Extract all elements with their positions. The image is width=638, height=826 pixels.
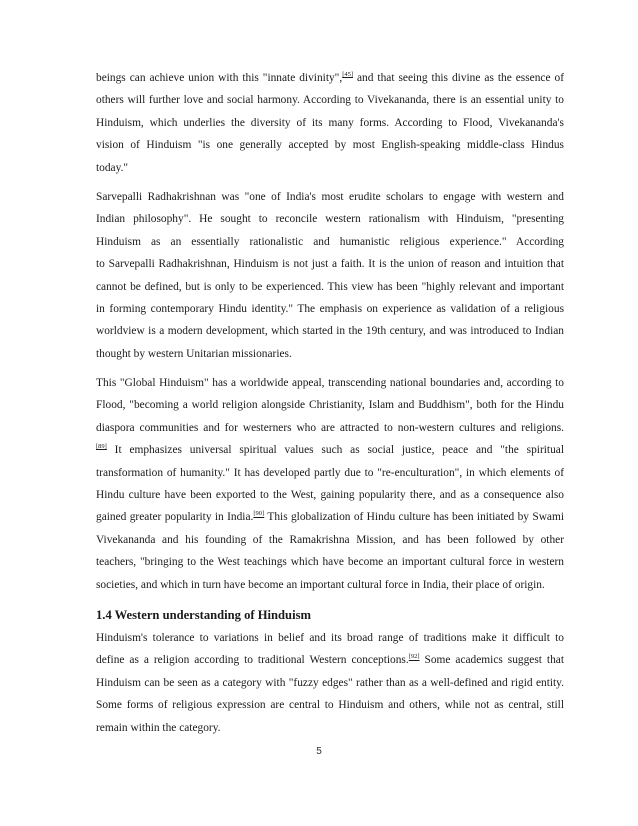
text-line [96, 343, 564, 365]
text-run: vision of Hinduism "is one generally accepted by most English-speaking middle-class Hindus [96, 139, 564, 152]
text-line [96, 529, 564, 551]
text-run: gained greater popularity in India. [96, 511, 254, 524]
text-run: today." [96, 161, 129, 174]
text-line [96, 134, 564, 156]
text-run: This globalization of Hindu culture has been initiated by Swami [264, 511, 564, 524]
text-line [96, 484, 564, 506]
page-content [96, 67, 564, 739]
text-run: remain within the category. [96, 721, 221, 734]
text-run: in forming contemporary Hindu identity." The emphasis on experience as validation of a religious [96, 302, 564, 315]
text-run: This "Global Hinduism" has a worldwide appeal, transcending national boundaries and, according to [96, 377, 564, 390]
text-line [96, 320, 564, 342]
text-run: societies, and which in turn have become an important cultural force in India, their place of origin. [96, 578, 545, 591]
text-line [96, 627, 564, 649]
text-line [96, 694, 564, 716]
citation-link[interactable]: [45] [342, 71, 354, 79]
text-line [96, 417, 564, 439]
paragraph [96, 627, 564, 739]
text-line [96, 253, 564, 275]
text-line [96, 186, 564, 208]
text-run: transformation of humanity." It has developed partly due to "re-enculturation", in which elements of [96, 466, 564, 479]
text-run: Hinduism's tolerance to variations in belief and its broad range of traditions make it difficult to [96, 631, 564, 644]
text-line [96, 276, 564, 298]
text-line [96, 89, 564, 111]
text-run: and that seeing this divine as the essence of [353, 72, 564, 84]
text-line [96, 439, 564, 461]
text-run: diaspora communities and for westerners who are attracted to non-western cultures and religions. [96, 421, 564, 434]
text-line [96, 394, 564, 416]
text-line [96, 112, 564, 134]
text-run: Sarvepalli Radhakrishnan was "one of India's most erudite scholars to engage with western and [96, 190, 564, 203]
text-line [96, 372, 564, 394]
text-line [96, 462, 564, 484]
text-line [96, 649, 564, 671]
citation-link[interactable]: [92] [408, 653, 420, 661]
text-run: Some academics suggest that [419, 654, 564, 667]
text-run: thought by western Unitarian missionaries. [96, 347, 292, 360]
text-run: Some forms of religious expression are central to Hinduism and others, while not as central, still [96, 699, 564, 712]
paragraph [96, 67, 564, 179]
citation-link[interactable]: [89] [96, 443, 107, 451]
text-run: Indian philosophy". He sought to reconcile western rationalism with Hinduism, "presenting [96, 213, 564, 226]
text-run: beings can achieve union with this "innate divinity", [96, 72, 343, 84]
text-line [96, 551, 564, 573]
section-heading: 1.4 Western understanding of Hinduism [96, 607, 311, 622]
text-run: teachers, "bringing to the West teachings which have become an important cultural force in western [96, 556, 564, 569]
text-run: cannot be defined, but is only to be experienced. This view has been "highly relevant and important [96, 280, 564, 293]
paragraph [96, 372, 564, 596]
text-run: Hinduism as an essentially rationalistic and humanistic religious experience." According [96, 235, 564, 248]
text-line [96, 157, 564, 179]
text-run: Hinduism, which underlies the diversity of its many forms. According to Flood, Vivekananda's [96, 116, 564, 129]
text-run: others will further love and social harmony. According to Vivekananda, there is an essential unity to [96, 94, 564, 107]
text-line [96, 231, 564, 253]
text-line [96, 574, 564, 596]
text-line [96, 208, 564, 230]
text-line [96, 298, 564, 320]
text-run: Hindu culture have been exported to the West, gaining popularity there, and as a consequence also [96, 489, 564, 502]
paragraph-spacer [96, 179, 564, 186]
text-run: worldview is a modern development, which started in the 19th century, and was introduced to Indian [96, 325, 564, 338]
text-line [96, 672, 564, 694]
paragraph-spacer [96, 365, 564, 372]
text-line [96, 717, 564, 739]
text-run: define as a religion according to traditional Western conceptions. [96, 654, 409, 667]
text-run: Hinduism can be seen as a category with "fuzzy edges" rather than as a well-defined and rigid entity. [96, 676, 564, 689]
text-line [96, 506, 564, 528]
paragraph [96, 186, 564, 365]
text-run: Flood, "becoming a world religion alongside Christianity, Islam and Buddhism", both for the Hindu [96, 399, 564, 412]
text-line [96, 67, 564, 89]
text-run: to Sarvepalli Radhakrishnan, Hinduism is not just a faith. It is the union of reason and intuition that [96, 258, 564, 271]
text-run: It emphasizes universal spiritual values such as social justice, peace and "the spiritual [106, 444, 564, 457]
page-number: 5 [316, 746, 322, 757]
citation-link[interactable]: [90] [253, 510, 265, 518]
text-run: Vivekananda and his founding of the Ramakrishna Mission, and has been followed by other [96, 533, 564, 546]
